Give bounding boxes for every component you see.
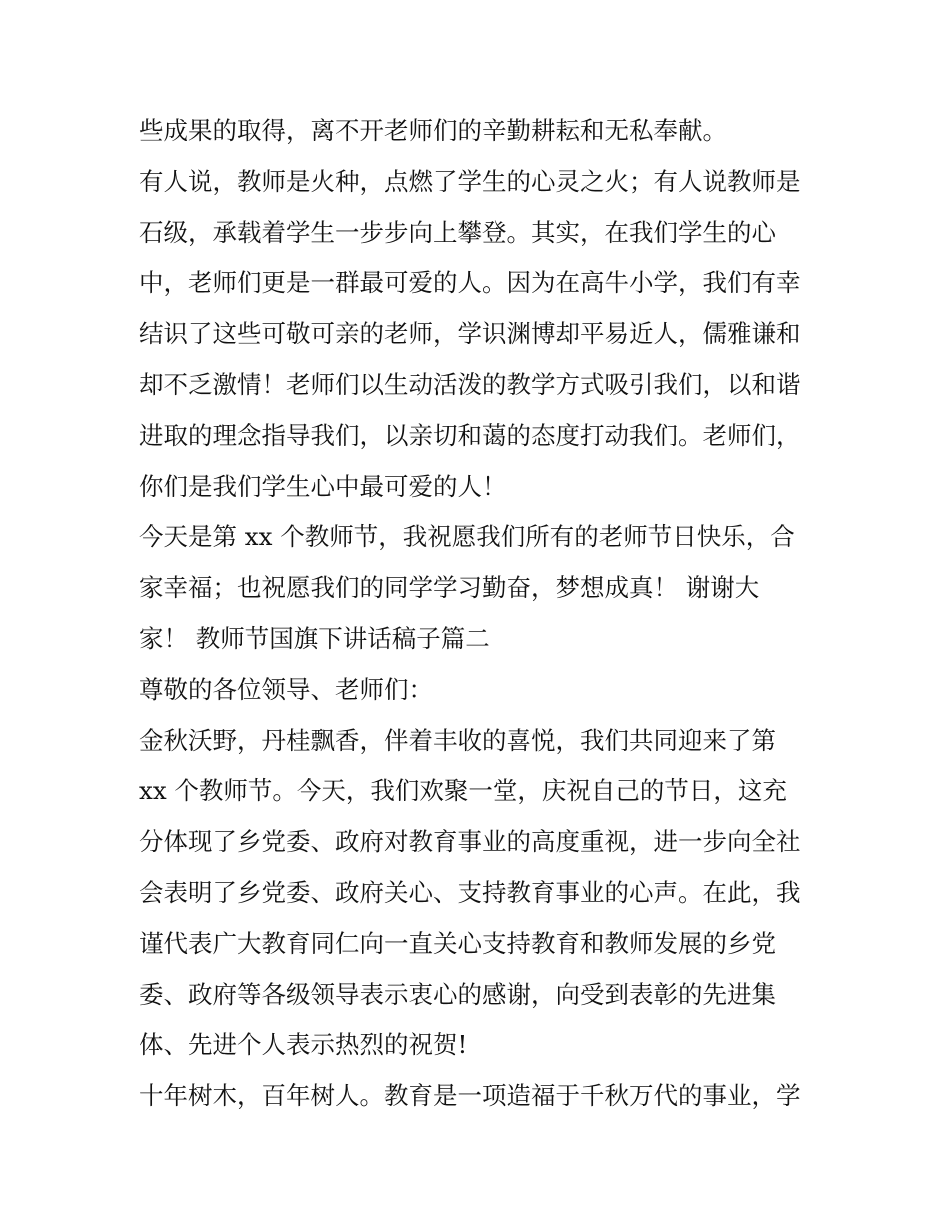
- text-line: 结识了这些可敬可亲的老师，学识渊博却平易近人，儒雅谦和: [139, 319, 801, 349]
- text-line: 家幸福；也祝愿我们的同学学习勤奋，梦想成真！ 谢谢大: [139, 573, 760, 603]
- text-line: 些成果的取得，离不开老师们的辛勤耕耘和无私奉献。: [139, 116, 727, 145]
- text-line: 今天是第 xx 个教师节，我祝愿我们所有的老师节日快乐，合: [139, 522, 795, 552]
- text-line: 中，老师们更是一群最可爱的人。因为在高牛小学，我们有幸: [139, 268, 801, 298]
- text-line: 家！ 教师节国旗下讲话稿子篇二: [139, 623, 490, 653]
- text-line: 有人说，教师是火种，点燃了学生的心灵之火；有人说教师是: [139, 166, 801, 196]
- text-line: 却不乏激情！老师们以生动活泼的教学方式吸引我们，以和谐: [139, 369, 801, 399]
- text-line: 石级，承载着学生一步步向上攀登。其实，在我们学生的心: [139, 217, 776, 247]
- text-line: 十年树木，百年树人。教育是一项造福于千秋万代的事业，学: [139, 1081, 801, 1111]
- text-line: 进取的理念指导我们，以亲切和蔼的态度打动我们。老师们，: [139, 420, 801, 450]
- text-line: 分体现了乡党委、政府对教育事业的高度重视，进一步向全社: [139, 827, 801, 857]
- text-line: 谨代表广大教育同仁向一直关心支持教育和教师发展的乡党: [139, 928, 776, 958]
- text-line: 体、先进个人表示热烈的祝贺!: [139, 1030, 468, 1060]
- text-line: 委、政府等各级领导表示衷心的感谢，向受到表彰的先进集: [139, 979, 776, 1009]
- text-line: xx 个教师节。今天，我们欢聚一堂，庆祝自己的节日，这充: [139, 776, 787, 806]
- text-line: 尊敬的各位领导、老师们：: [139, 674, 433, 704]
- text-line: 金秋沃野，丹桂飘香，伴着丰收的喜悦，我们共同迎来了第: [139, 725, 776, 755]
- text-line: 你们是我们学生心中最可爱的人！: [139, 471, 507, 501]
- text-line: 会表明了乡党委、政府关心、支持教育事业的心声。在此，我: [139, 877, 801, 907]
- document-body: [139, 106, 829, 1122]
